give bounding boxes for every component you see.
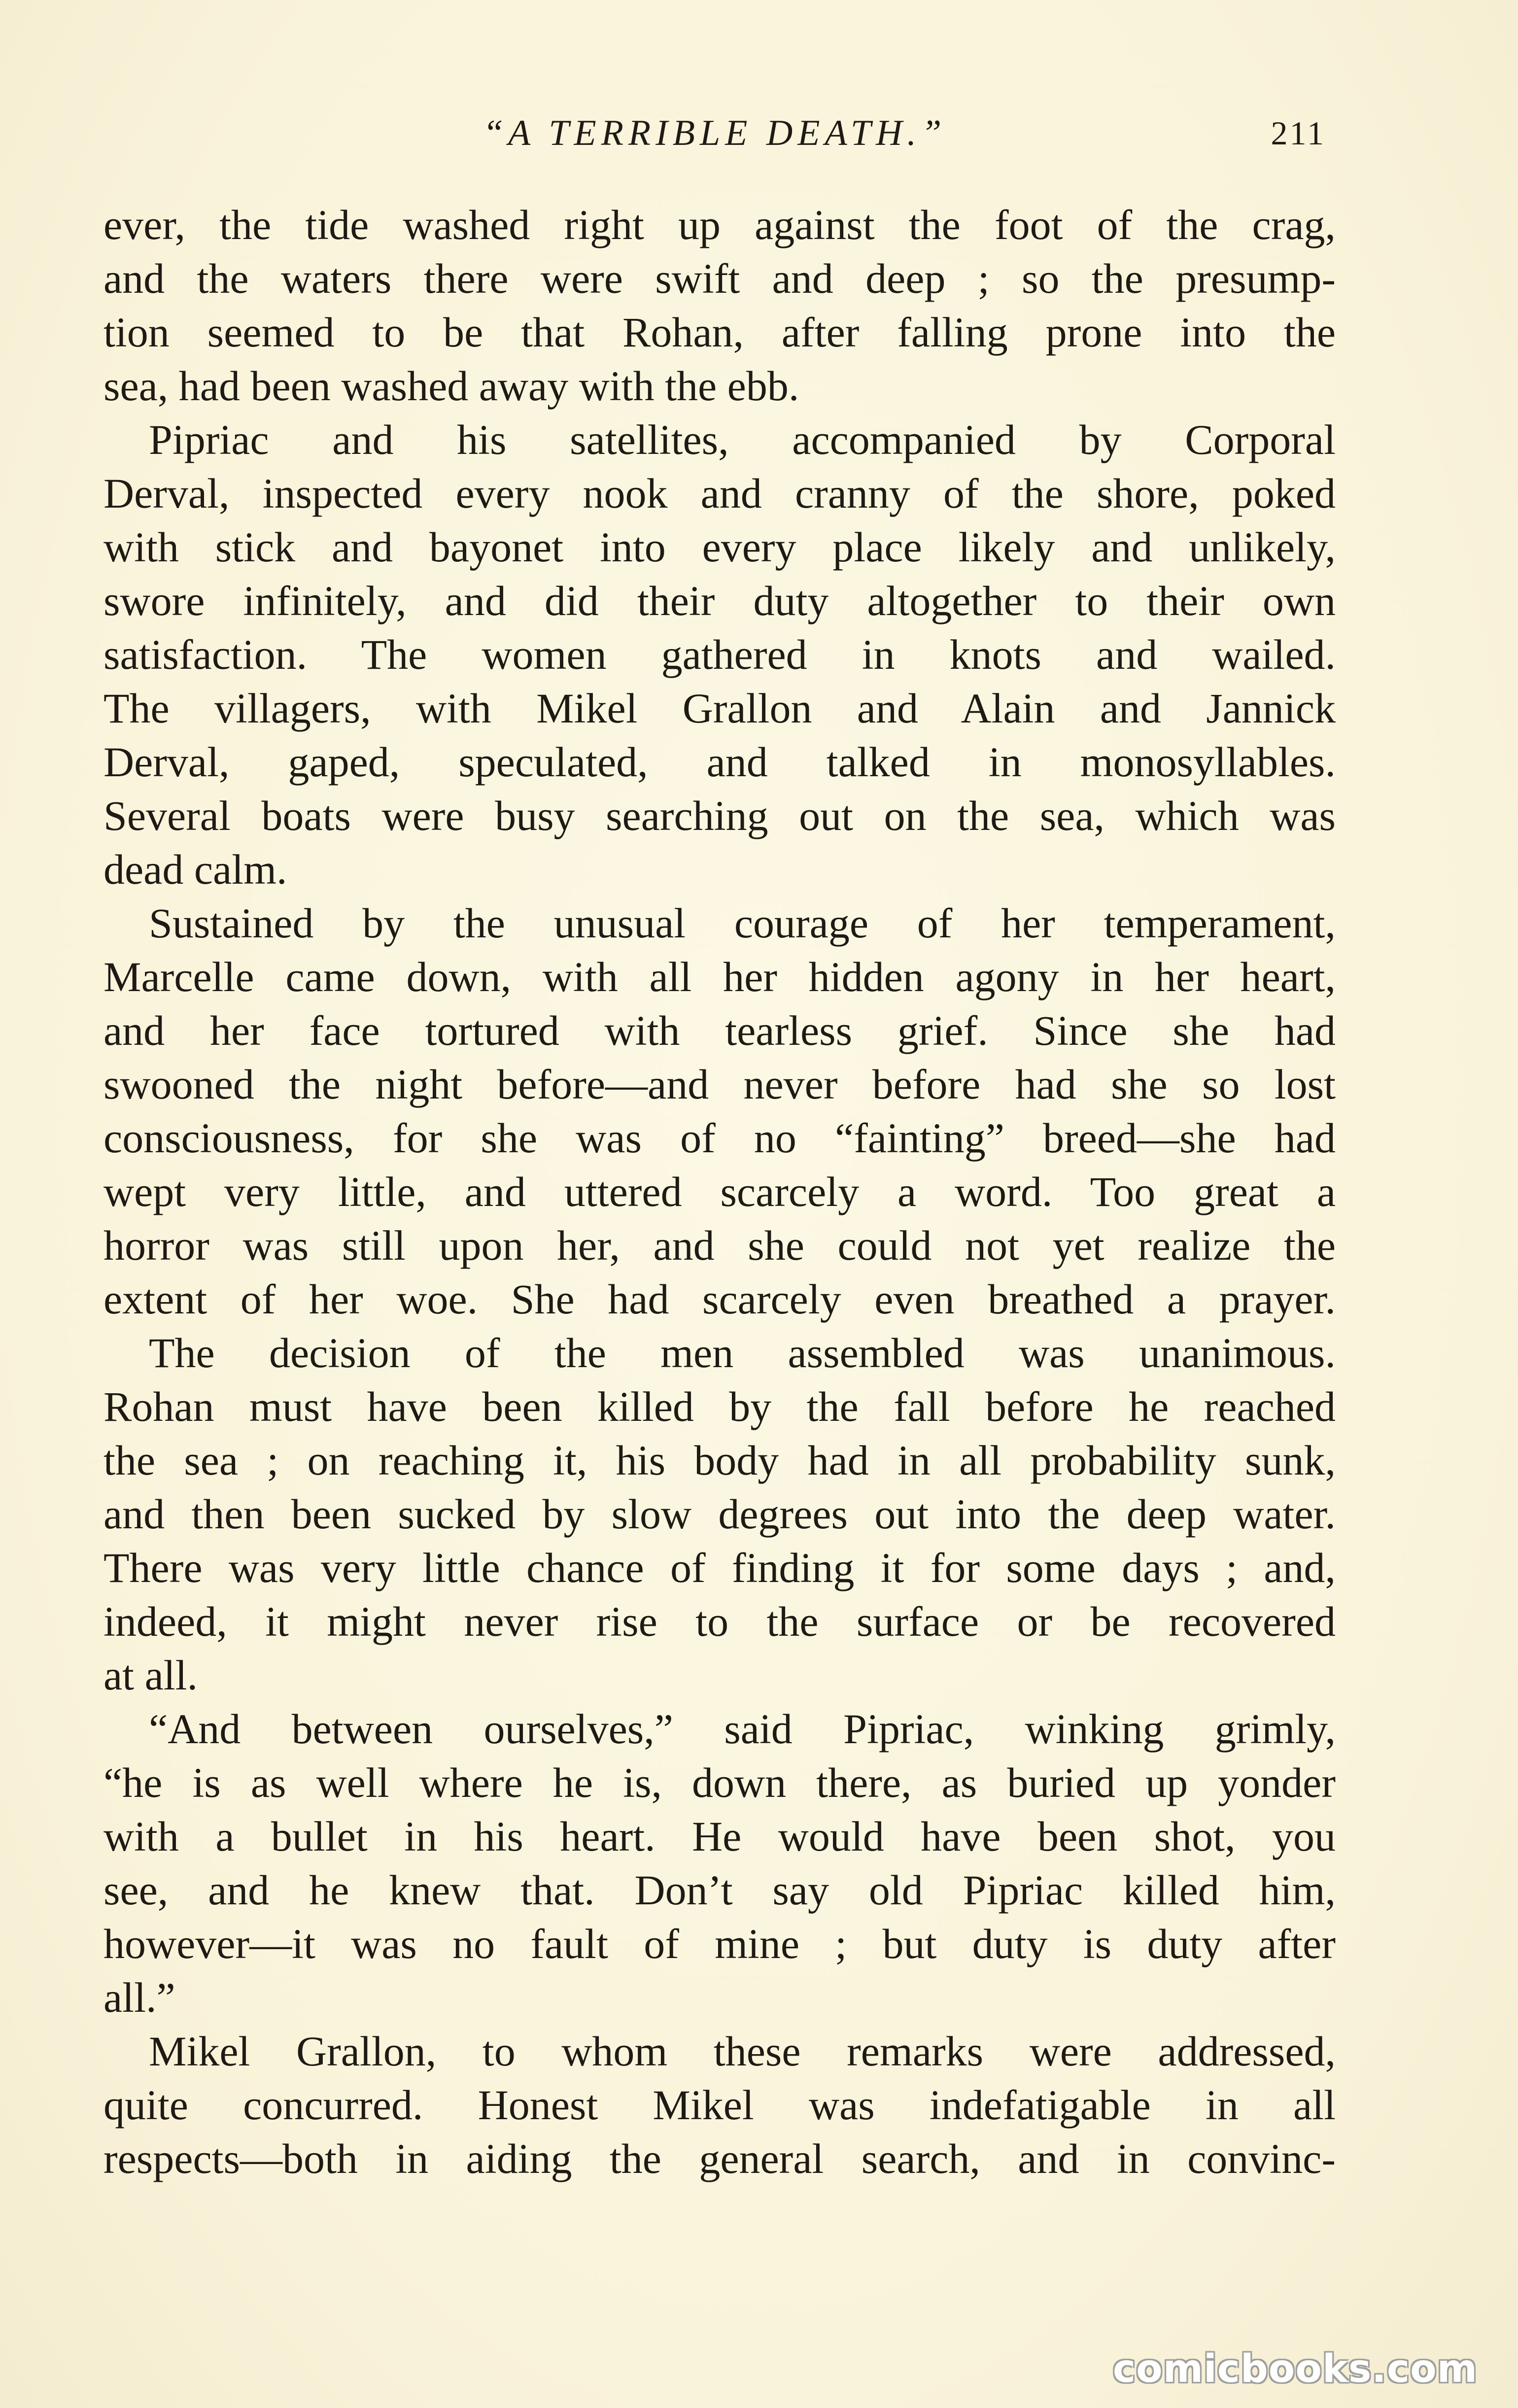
text-line: respects—both in aiding the general search, and in convinc- (104, 2135, 1336, 2182)
text-line: Sustained by the unusual courage of her temperament, (149, 899, 1336, 947)
text-line: indeed, it might never rise to the surface or be recovered (104, 1598, 1336, 1645)
text-line: horror was still upon her, and she could not yet realize the (104, 1222, 1336, 1269)
text-line: with stick and bayonet into every place likely and unlikely, (104, 523, 1336, 571)
text-line: with a bullet in his heart. He would have been shot, you (104, 1813, 1336, 1860)
text-line: “And between ourselves,” said Pipriac, winking grimly, (149, 1705, 1336, 1753)
text-line: extent of her woe. She had scarcely even breathed a prayer. (104, 1275, 1336, 1323)
text-line: swore infinitely, and did their duty altogether to their own (104, 577, 1336, 624)
body-text (104, 198, 1336, 2186)
text-line: wept very little, and uttered scarcely a word. Too great a (104, 1168, 1336, 1215)
running-title: “A TERRIBLE DEATH.” (483, 113, 947, 153)
text-line: Pipriac and his satellites, accompanied by Corporal (149, 416, 1336, 463)
text-line: and her face tortured with tearless grief. Since she had (104, 1007, 1336, 1054)
text-line: Mikel Grallon, to whom these remarks were addressed, (149, 2028, 1336, 2075)
text-line: dead calm. (104, 846, 287, 893)
text-line: sea, had been washed away with the ebb. (104, 362, 799, 410)
text-line: Marcelle came down, with all her hidden agony in her heart, (104, 953, 1336, 1000)
text-line: Derval, inspected every nook and cranny of the shore, poked (104, 470, 1336, 517)
text-line: at all. (104, 1651, 198, 1699)
text-line: ever, the tide washed right up against the foot of the crag, (104, 201, 1336, 248)
text-line: The decision of the men assembled was unanimous. (149, 1329, 1336, 1376)
text-line: consciousness, for she was of no “fainting” breed—she had (104, 1114, 1336, 1162)
text-line: see, and he knew that. Don’t say old Pipriac killed him, (104, 1866, 1336, 1914)
text-line: satisfaction. The women gathered in knots and wailed. (104, 631, 1336, 678)
text-line: quite concurred. Honest Mikel was indefatigable in all (104, 2081, 1336, 2129)
text-line: tion seemed to be that Rohan, after falling prone into the (104, 309, 1336, 356)
text-line: The villagers, with Mikel Grallon and Alain and Jannick (104, 685, 1336, 732)
text-line: and the waters there were swift and deep ; so the presump- (104, 255, 1336, 302)
text-line: “he is as well where he is, down there, as buried up yonder (104, 1759, 1336, 1806)
text-line: and then been sucked by slow degrees out into the deep water. (104, 1490, 1336, 1538)
running-head (104, 106, 1326, 160)
text-line: Several boats were busy searching out on the sea, which was (104, 792, 1336, 839)
watermark: comicbooks.com (1112, 2347, 1478, 2391)
text-line: There was very little chance of finding it for some days ; and, (104, 1544, 1336, 1591)
text-line: however—it was no fault of mine ; but duty is duty after (104, 1920, 1336, 1967)
text-line: swooned the night before—and never before had she so lost (104, 1061, 1336, 1108)
page-number: 211 (1271, 114, 1326, 152)
text-line: Derval, gaped, speculated, and talked in monosyllables. (104, 738, 1336, 786)
text-line: the sea ; on reaching it, his body had in all probability sunk, (104, 1437, 1336, 1484)
text-line: Rohan must have been killed by the fall before he reached (104, 1383, 1336, 1430)
text-line: all.” (104, 1974, 175, 2021)
